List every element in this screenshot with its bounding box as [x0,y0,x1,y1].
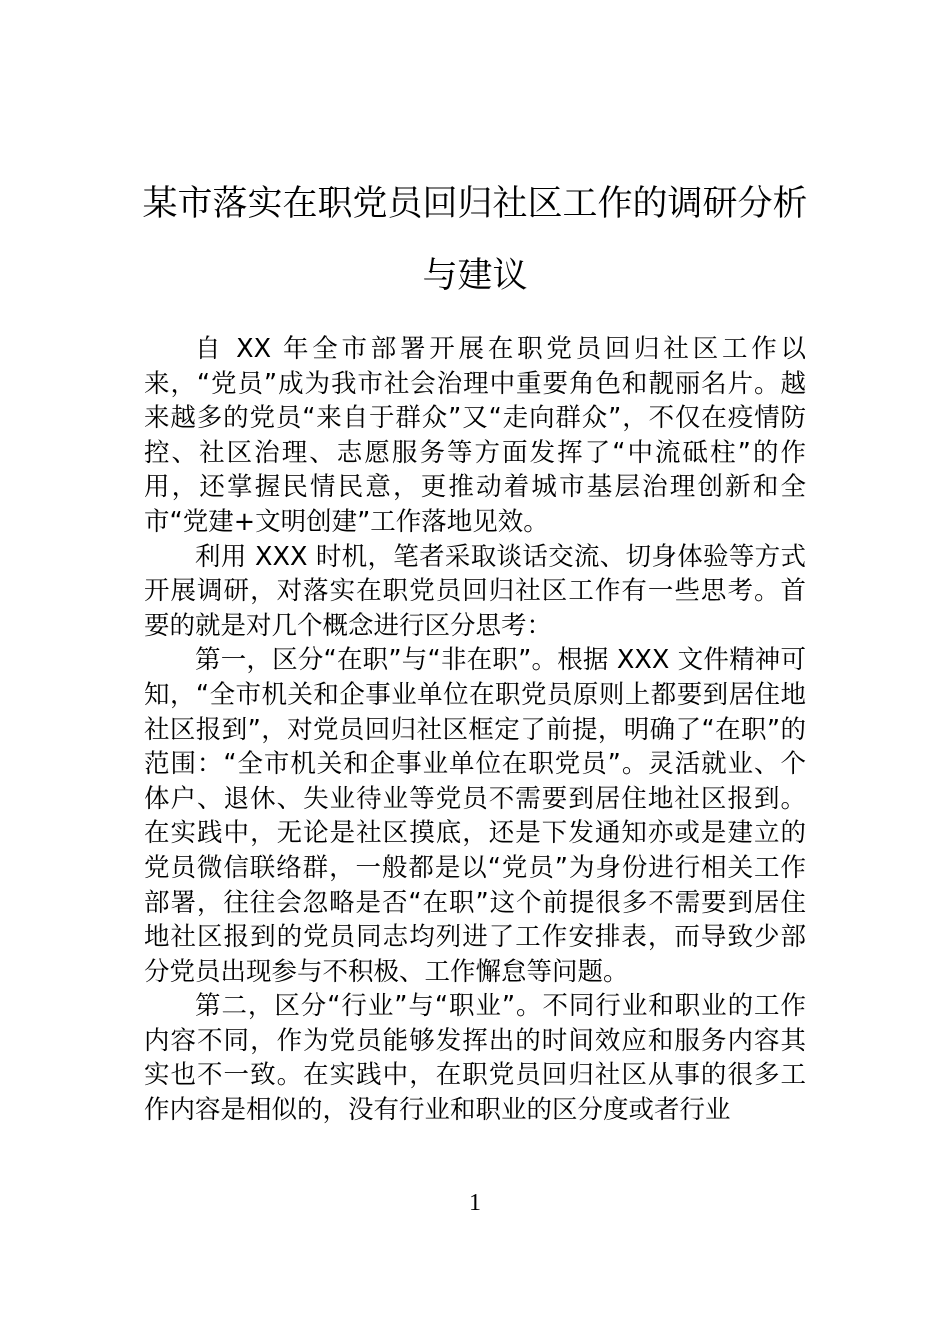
paragraph-method: 利用 XXX 时机，笔者采取谈话交流、切身体验等方式开展调研，对落实在职党员回归社区工作有一些思考。首要的就是对几个概念进行区分思考： [144,541,806,641]
paragraph-intro: 自 XX 年全市部署开展在职党员回归社区工作以来，“党员”成为我市社会治理中重要角色和靓丽名片。越来越多的党员“来自于群众”又“走向群众”，不仅在疫情防控、社区治理、志愿服务等方面发挥了“中流砥柱”的作用，还掌握民情民意，更推动着城市基层治理创新和全市“党建+文明创建”工作落地见效。 [144,334,806,537]
paragraph-second-point: 第二，区分“行业”与“职业”。不同行业和职业的工作内容不同，作为党员能够发挥出的时间效应和服务内容其实也不一致。在实践中，在职党员回归社区从事的很多工作内容是相似的，没有行业和职业的区分度或者行业 [144,991,806,1126]
page-number: 1 [469,1190,481,1216]
document-body [144,332,806,1128]
paragraph-first-point: 第一，区分“在职”与“非在职”。根据 XXX 文件精神可知，“全市机关和企事业单位在职党员原则上都要到居住地社区报到”，对党员回归社区框定了前提，明确了“在职”的范围：“全市机关和企事业单位在职党员”。灵活就业、个体户、退休、失业待业等党员不需要到居住地社区报到。在实践中，无论是社区摸底，还是下发通知亦或是建立的党员微信联络群，一般都是以“党员”为身份进行相关工作部署，往往会忽略是否“在职”这个前提很多不需要到居住地社区报到的党员同志均列进了工作安排表，而导致少部分党员出现参与不积极、工作懈怠等问题。 [144,645,806,987]
document-title: 某市落实在职党员回归社区工作的调研分析与建议 [142,184,808,296]
